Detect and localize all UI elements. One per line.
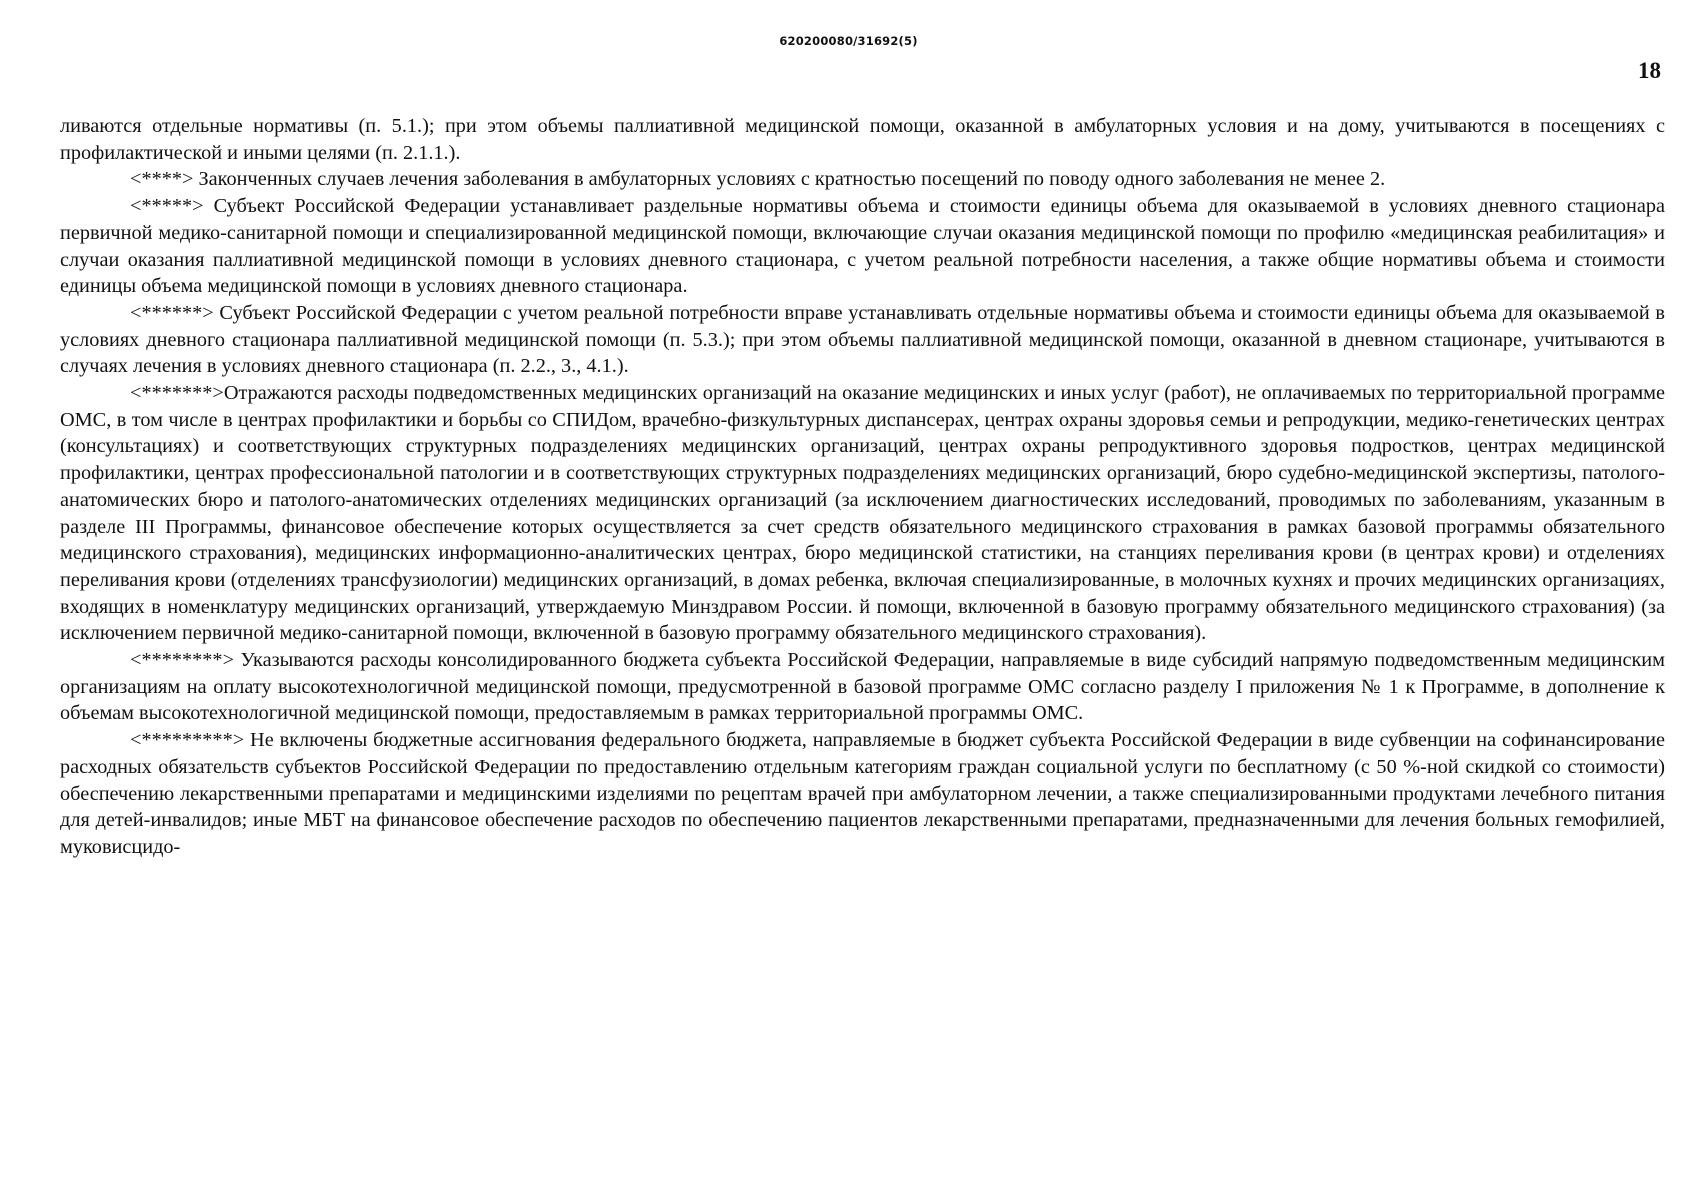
- page-number: 18: [1638, 58, 1661, 83]
- document-body: [60, 113, 1665, 861]
- footnote-6-asterisks: <******> Субъект Российской Федерации с учетом реальной потребности вправе устанавливать отдельные нормативы объема и стоимости единицы объема для оказываемой в условиях дневного стационара паллиативной медицинской помощи (п. 5.3.); при этом объемы паллиативной медицинской помощи, оказанной в дневном стационаре, учитываются в случаях лечения в условиях дневного стационара (п. 2.2., 3., 4.1.).: [60, 301, 1665, 378]
- footnote-9-asterisks: <*********> Не включены бюджетные ассигнования федерального бюджета, направляемые в бюджет субъекта Российской Федерации в виде субвенции на софинансирование расходных обязательств субъектов Российской Федерации по предоставлению отдельным категориям граждан социальной услуги по бесплатному (с 50 %-ной скидкой со стоимости) обеспечению лекарственными препаратами и медицинскими изделиями по рецептам врачей при амбулаторном лечении, а также специализированными продуктами лечебного питания для детей-инвалидов; иные МБТ на финансовое обеспечение расходов по обеспечению пациентов лекарственными препаратами, предназначенными для лечения больных гемофилией, муковисцидо-: [60, 729, 1665, 858]
- footnote-4-asterisks: <****> Законченных случаев лечения заболевания в амбулаторных условиях с кратностью посещений по поводу одного заболевания не менее 2.: [130, 168, 1386, 191]
- document-code: 620200080/31692(5): [779, 34, 918, 48]
- footnote-5-asterisks: <*****> Субъект Российской Федерации устанавливает раздельные нормативы объема и стоимости единицы объема для оказываемой в условиях дневного стационара первичной медико-санитарной помощи и специализированной медицинской помощи, включающие случаи оказания медицинской помощи по профилю «медицинская реабилитация» и случаи оказания паллиативной медицинской помощи в условиях дневного стационара, с учетом реальной потребности населения, а также общие нормативы объема и стоимости единицы объема медицинской помощи в условиях дневного стационара.: [60, 195, 1665, 298]
- footnote-8-asterisks: <********> Указываются расходы консолидированного бюджета субъекта Российской Федерации, направляемые в виде субсидий напрямую подведомственным медицинским организациям на оплату высокотехнологичной медицинской помощи, предусмотренной в базовой программе ОМС согласно разделу I приложения № 1 к Программе, в дополнение к объемам высокотехнологичной медицинской помощи, предоставляемым в рамках территориальной программы ОМС.: [60, 649, 1665, 725]
- paragraph-continuation: ливаются отдельные нормативы (п. 5.1.); при этом объемы паллиативной медицинской помощи, оказанной в амбулаторных условия и на дому, учитываются в посещениях с профилактической и иными целями (п. 2.1.1.).: [60, 115, 1665, 164]
- footnote-7-asterisks: <*******>Отражаются расходы подведомственных медицинских организаций на оказание медицинских и иных услуг (работ), не оплачиваемых по территориальной программе ОМС, в том числе в центрах профилактики и борьбы со СПИДом, врачебно-физкультурных диспансерах, центрах охраны здоровья семьи и репродукции, медико-генетических центрах (консультациях) и соответствующих структурных подразделениях медицинских организаций, центрах охраны репродуктивного здоровья подростков, центрах медицинской профилактики, центрах профессиональной патологии и в соответствующих структурных подразделениях медицинских организаций, бюро судебно-медицинской экспертизы, патолого-анатомических бюро и патолого-анатомических отделениях медицинских организаций (за исключением диагностических исследований, проводимых по заболеваниям, указанным в разделе III Программы, финансовое обеспечение которых осуществляется за счет средств обязательного медицинского страхования в рамках базовой программы обязательного медицинского страхования), медицинских информационно-аналитических центрах, бюро медицинской статистики, на станциях переливания крови (в центрах крови) и отделениях переливания крови (отделениях трансфузиологии) медицинских организаций, в домах ребенка, включая специализированные, в молочных кухнях и прочих медицинских организациях, входящих в номенклатуру медицинских организаций, утверждаемую Минздравом России. й помощи, включенной в базовую программу обязательного медицинского страхования) (за исключением первичной медико-санитарной помощи, включенной в базовую программу обязательного медицинского страхования).: [60, 382, 1665, 645]
